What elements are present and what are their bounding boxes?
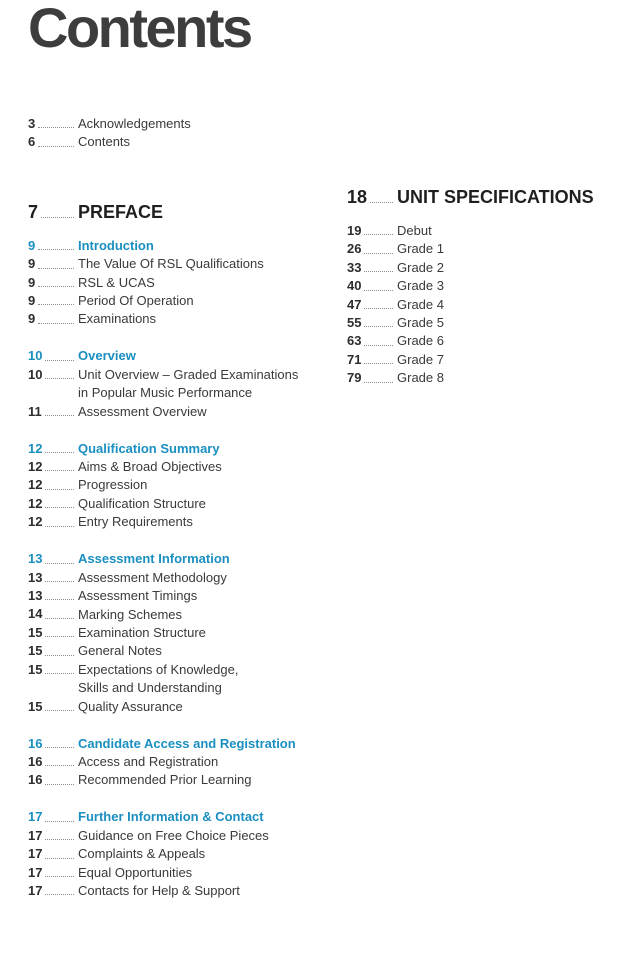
- dot-leader: [45, 360, 74, 361]
- entry-title: Grade 1: [397, 241, 444, 257]
- dot-leader: [364, 363, 393, 364]
- page-number: 10: [28, 348, 43, 364]
- page-number: 12: [28, 459, 43, 475]
- dot-leader: [364, 253, 393, 254]
- page-number: 3: [28, 115, 36, 131]
- toc-entry[interactable]: [28, 513, 328, 531]
- toc-section-heading[interactable]: [28, 440, 328, 458]
- page-number: 14: [28, 606, 43, 622]
- page-number: 17: [28, 809, 43, 825]
- toc-left-column: [28, 115, 328, 900]
- entry-title: Acknowledgements: [78, 116, 191, 131]
- entry-title: RSL & UCAS: [78, 274, 155, 290]
- unit-items: [347, 222, 627, 388]
- page-number: 15: [28, 661, 43, 677]
- page-number: 13: [28, 569, 43, 585]
- page-number: 16: [28, 753, 43, 769]
- dot-leader: [38, 304, 74, 305]
- page-number: 13: [28, 588, 43, 604]
- dot-leader: [364, 326, 393, 327]
- entry-title: Grade 6: [397, 333, 444, 349]
- page-number: 9: [28, 293, 36, 309]
- entry-title: Qualification Structure: [78, 495, 206, 511]
- page-number: 71: [347, 351, 362, 367]
- dot-leader: [45, 673, 74, 674]
- dot-leader: [45, 894, 74, 895]
- entry-title: Marking Schemes: [78, 606, 183, 622]
- entry-title: Expectations of Knowledge, Skills and Understanding: [78, 661, 239, 696]
- dot-leader: [45, 581, 74, 582]
- dot-leader: [38, 127, 74, 128]
- entry-title: Complaints & Appeals: [78, 846, 206, 862]
- toc-section-heading[interactable]: [28, 735, 328, 753]
- dot-leader: [45, 470, 74, 471]
- toc-entry[interactable]: [28, 458, 328, 476]
- toc-entry[interactable]: [28, 292, 328, 310]
- entry-title: Assessment Methodology: [78, 569, 227, 585]
- toc-entry[interactable]: [28, 366, 328, 403]
- toc-entry[interactable]: [28, 845, 328, 863]
- dot-leader: [38, 323, 74, 324]
- major-title: PREFACE: [78, 201, 164, 222]
- toc-entry[interactable]: [28, 569, 328, 587]
- entry-title: Contacts for Help & Support: [78, 882, 240, 898]
- entry-title: Recommended Prior Learning: [78, 772, 252, 788]
- entry-title: Period Of Operation: [78, 293, 194, 309]
- page-number: 9: [28, 256, 36, 272]
- toc-right-column: [347, 185, 627, 388]
- entry-title: Aims & Broad Objectives: [78, 459, 222, 475]
- toc-entry[interactable]: [28, 274, 328, 292]
- page-number: 7: [28, 201, 39, 222]
- entry-title: Further Information & Contact: [78, 809, 264, 825]
- page-number: 18: [347, 187, 368, 207]
- toc-section-heading[interactable]: [28, 347, 328, 365]
- dot-leader: [45, 526, 74, 527]
- toc-entry-unit[interactable]: [347, 314, 627, 332]
- toc-section-heading[interactable]: [28, 808, 328, 826]
- entry-title: Assessment Overview: [78, 403, 207, 419]
- entry-title: Assessment Information: [78, 551, 230, 567]
- dot-leader: [370, 202, 393, 203]
- dot-leader: [364, 234, 393, 235]
- toc-major-preface[interactable]: [28, 200, 328, 224]
- page-number: 63: [347, 333, 362, 349]
- entry-title: Debut: [397, 223, 432, 238]
- toc-entry-unit[interactable]: [347, 240, 627, 258]
- dot-leader: [45, 747, 74, 748]
- dot-leader: [45, 876, 74, 877]
- toc-entry[interactable]: [28, 864, 328, 882]
- toc-entry[interactable]: [28, 827, 328, 845]
- dot-leader: [45, 415, 74, 416]
- dot-leader: [38, 146, 74, 147]
- dot-leader: [45, 784, 74, 785]
- dot-leader: [45, 821, 74, 822]
- page-number: 15: [28, 698, 43, 714]
- page-number: 12: [28, 514, 43, 530]
- entry-title: Contents: [78, 134, 131, 150]
- page-number: 47: [347, 296, 362, 312]
- entry-title: Examination Structure: [78, 624, 206, 640]
- dot-leader: [45, 563, 74, 564]
- page-number: 26: [347, 241, 362, 257]
- page-number: 9: [28, 237, 36, 253]
- dot-leader: [364, 308, 393, 309]
- dot-leader: [45, 636, 74, 637]
- toc-entry[interactable]: [28, 495, 328, 513]
- dot-leader: [364, 345, 393, 346]
- toc-entry[interactable]: [28, 606, 328, 624]
- page-number: 17: [28, 882, 43, 898]
- toc-entry[interactable]: [28, 771, 328, 789]
- dot-leader: [38, 249, 74, 250]
- major-title: UNIT SPECIFICATIONS: [397, 187, 594, 207]
- entry-title: Introduction: [78, 237, 154, 253]
- page-number: 17: [28, 827, 43, 843]
- dot-leader: [45, 765, 74, 766]
- dot-leader: [364, 271, 393, 272]
- entry-title: Grade 7: [397, 351, 444, 367]
- dot-leader: [45, 599, 74, 600]
- toc-entry-unit[interactable]: [347, 369, 627, 387]
- page-number: 79: [347, 370, 362, 386]
- page-number: 6: [28, 134, 36, 150]
- dot-leader: [41, 217, 74, 218]
- page-number: 33: [347, 259, 362, 275]
- entry-title: Unit Overview – Graded Examinations in Popular Music Performance: [78, 366, 299, 401]
- toc-entry[interactable]: [28, 661, 328, 698]
- dot-leader: [45, 839, 74, 840]
- page-number: 12: [28, 477, 43, 493]
- dot-leader: [45, 507, 74, 508]
- page-number: 55: [347, 315, 362, 331]
- dot-leader: [38, 268, 74, 269]
- page-number: 13: [28, 551, 43, 567]
- page-number: 15: [28, 624, 43, 640]
- toc-entry-contents[interactable]: [28, 133, 328, 151]
- dot-leader: [364, 382, 393, 383]
- page-number: 16: [28, 772, 43, 788]
- toc-entry[interactable]: [28, 403, 328, 421]
- entry-title: Grade 2: [397, 259, 444, 275]
- dot-leader: [364, 290, 393, 291]
- page-number: 17: [28, 864, 43, 880]
- page-number: 9: [28, 311, 36, 327]
- page-number: 11: [28, 403, 42, 419]
- dot-leader: [45, 489, 74, 490]
- entry-title: Assessment Timings: [78, 588, 198, 604]
- dot-leader: [45, 710, 74, 711]
- toc-entry[interactable]: [28, 642, 328, 660]
- page-number: 19: [347, 222, 362, 238]
- page-number: 9: [28, 274, 36, 290]
- page-number: 17: [28, 846, 43, 862]
- entry-title: Grade 8: [397, 370, 444, 386]
- dot-leader: [45, 618, 74, 619]
- toc-entry[interactable]: [28, 753, 328, 771]
- toc-entry[interactable]: [28, 476, 328, 494]
- dot-leader: [45, 655, 74, 656]
- entry-title: Entry Requirements: [78, 514, 193, 530]
- entry-title: General Notes: [78, 643, 162, 659]
- toc-entry[interactable]: [28, 624, 328, 642]
- dot-leader: [38, 286, 74, 287]
- toc-entry[interactable]: [28, 698, 328, 716]
- toc-entry-unit[interactable]: [347, 332, 627, 350]
- entry-title: Overview: [78, 348, 136, 364]
- entry-title: Quality Assurance: [78, 698, 183, 714]
- entry-title: Examinations: [78, 311, 157, 327]
- page-number: 12: [28, 440, 43, 456]
- toc-entry[interactable]: [28, 255, 328, 273]
- toc-entry[interactable]: [28, 310, 328, 328]
- dot-leader: [45, 858, 74, 859]
- entry-title: Qualification Summary: [78, 440, 220, 456]
- toc-major-unit-specifications[interactable]: [347, 185, 627, 209]
- page-number: 12: [28, 495, 43, 511]
- entry-title: Guidance on Free Choice Pieces: [78, 827, 269, 843]
- dot-leader: [45, 452, 74, 453]
- toc-entry-unit[interactable]: [347, 222, 627, 240]
- page-number: 15: [28, 643, 43, 659]
- page-number: 40: [347, 278, 362, 294]
- toc-entry-unit[interactable]: [347, 277, 627, 295]
- toc-entry-unit[interactable]: [347, 351, 627, 369]
- page-number: 10: [28, 366, 43, 382]
- entry-title: Grade 5: [397, 315, 444, 331]
- entry-title: Access and Registration: [78, 753, 219, 769]
- entry-title: Grade 4: [397, 296, 444, 312]
- toc-entry-unit[interactable]: [347, 296, 627, 314]
- toc-entry[interactable]: [28, 882, 328, 900]
- preface-sections: [28, 237, 328, 901]
- page-title: Contents: [28, 0, 251, 59]
- toc-section-heading[interactable]: [28, 237, 328, 255]
- toc-section-heading[interactable]: [28, 550, 328, 568]
- toc-entry[interactable]: [28, 587, 328, 605]
- entry-title: Equal Opportunities: [78, 864, 193, 880]
- entry-title: The Value Of RSL Qualifications: [78, 256, 264, 272]
- page-number: 16: [28, 735, 43, 751]
- entry-title: Grade 3: [397, 278, 444, 294]
- dot-leader: [45, 378, 74, 379]
- toc-entry-acknowledgements[interactable]: [28, 115, 328, 133]
- entry-title: Candidate Access and Registration: [78, 735, 296, 751]
- toc-entry-unit[interactable]: [347, 259, 627, 277]
- entry-title: Progression: [78, 477, 148, 493]
